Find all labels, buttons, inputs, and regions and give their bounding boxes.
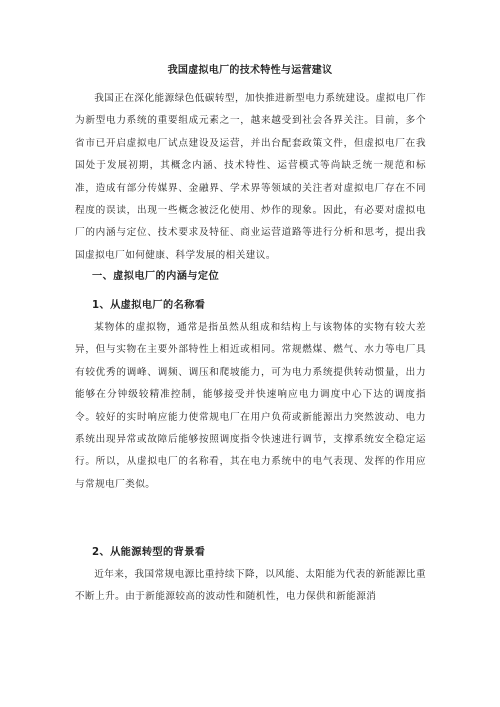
body-paragraph-transition: 近年来，我国常规电源比重持续下降，以风能、太阳能为代表的新能源比重不断上升。由于新能源较高的波动性和随机性，电力保供和新能源消 — [75, 569, 426, 603]
document-title: 我国虚拟电厂的技术特性与运营建议 — [167, 65, 333, 76]
intro-paragraph: 我国正在深化能源绿色低碳转型，加快推进新型电力系统建设。虚拟电厂作为新型电力系统的重要组成元素之一，越来越受到社会各界关注。目前，多个省市已开启虚拟电厂试点建设及运营，并出台配套政策文件，但虚拟电厂在我国处于发展初期，其概念内涵、技术特性、运营模式等尚缺乏统一规范和标准，造成有部分传媒界、金融界、学术界等领域的关注者对虚拟电厂存在不同程度的误读，出现一些概念被泛化使用、炒作的现象。因此，有必要对虚拟电厂的内涵与定位、技术要求及特征、商业运营道路等进行分析和思考，提出我国虚拟电厂如何健康、科学发展的相关建议。 — [75, 93, 426, 261]
subsection-heading-1-1: 1、从虚拟电厂的名称看 — [92, 300, 206, 311]
body-paragraph-name: 某物体的虚拟物，通常是指虽然从组成和结构上与该物体的实物有较大差异，但与实物在主要外部特性上相近或相同。常规燃煤、燃气、水力等电厂具有较优秀的调峰、调频、调压和爬坡能力，可为电力系统提供转动惯量，出力能够在分钟级较精准控制，能够接受并快速响应电力调度中心下达的调度指令。较好的实时响应能力使常规电厂在用户负荷或新能源出力突然波动、电力系统出现异常或故障后能够按照调度指令快速进行调节，支撑系统安全稳定运行。所以，从虚拟电厂的名称看，其在电力系统中的电气表现、发挥的作用应与常规电厂类似。 — [75, 322, 426, 490]
subsection-heading-1-2: 2、从能源转型的背景看 — [92, 547, 206, 558]
section-heading-1: 一、虚拟电厂的内涵与定位 — [92, 271, 220, 282]
